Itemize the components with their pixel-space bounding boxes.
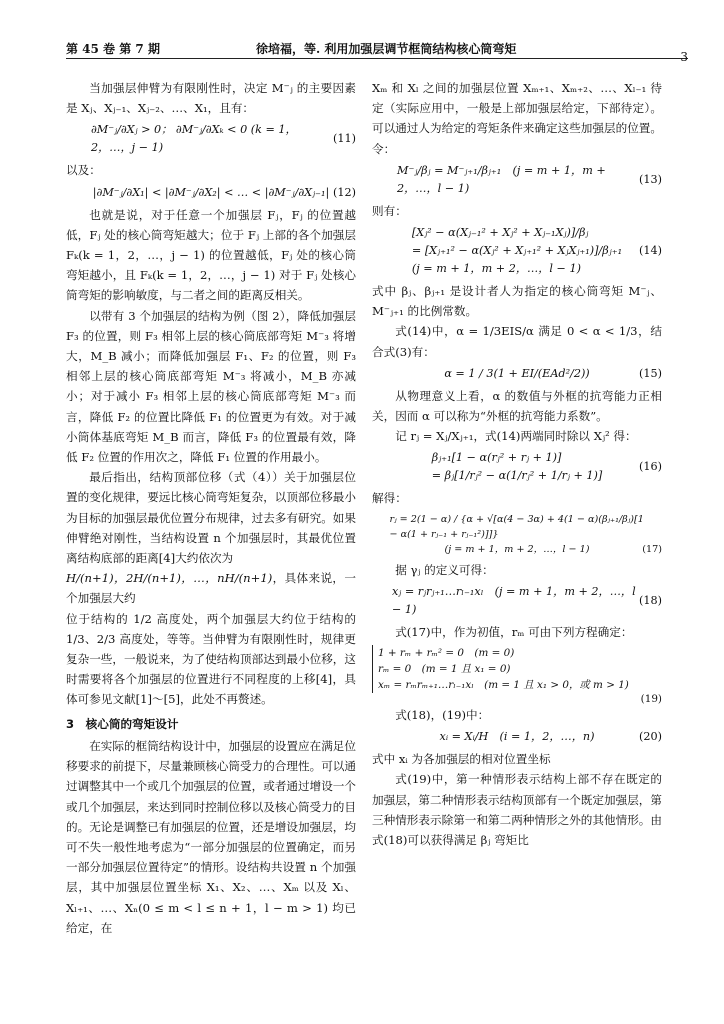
equation-body [412,224,622,278]
equation-body [390,512,645,557]
equation-16 [372,449,662,485]
equation-20 [372,728,662,746]
paragraph: 位于结构的 1/2 高度处，两个加强层大约位于结构的 1/3、2/3 高度处，等等。当伸臂为有限刚性时，规律更复杂一些，一般说来，为了使结构顶部达到最小位移，这时需要将各个加强层的位置进行不同程度的上移[4]，具体可参见文献[1]～[5]，此处不再赘述。 [66,611,356,707]
paragraph: 记 rⱼ = Xⱼ/Xⱼ₊₁，式(14)两端同时除以 Xⱼ² 得： [395,429,637,444]
left-column [66,78,356,1004]
equation-line: 1 + rₘ + rₘ² = 0 (m = 0) [378,647,515,660]
paragraph: 以及： [66,163,101,178]
equation-13 [372,162,662,198]
equation-line: = βⱼ[1/rⱼ² − α(1/rⱼ² + 1/rⱼ + 1)] [431,469,603,483]
equation-line: (j = m + 1，m + 2，…，l − 1) [444,543,590,555]
paragraph: 从物理意义上看，α 的数值与外框的抗弯能力正相关，因而 α 可以称为“外框的抗弯能力系数”。 [372,388,662,424]
paragraph: Xₘ 和 Xₗ 之间的加强层位置 Xₘ₊₁、Xₘ₊₂、…、Xₗ₋₁ 待定（实际应用中，一般是上部加强层给定，下部待定）。可以通过人为给定的弯矩条件来确定这些加强层的位置。令： [372,81,662,156]
equation-body: ∂M⁻ⱼ/∂Xⱼ > 0； ∂M⁻ⱼ/∂Xₖ < 0 (k = 1，2，…，j − 1) [91,123,297,155]
equation-number: (14) [639,244,662,258]
equation-line: rⱼ = 2(1 − α) / {α + √[α(4 − 3α) + 4(1 − α)(βⱼ₊₁/βⱼ)[1 − α(1 + rⱼ₋₁ + rⱼ₋₁²)]]} [389,513,644,540]
equation-body [372,645,629,693]
equation-number: (12) [333,185,356,199]
equation-body: xᵢ = Xᵢ/H (i = 1，2，…，n) [439,730,595,744]
equation-number: (18) [639,593,662,607]
equation-number: (17) [642,543,662,555]
equation-number: (13) [639,172,662,186]
paragraph: 据 γⱼ 的定义可得： [395,562,494,577]
paragraph: 当加强层伸臂为有限刚性时，决定 M⁻ⱼ 的主要因素是 Xⱼ、Xⱼ₋₁、Xⱼ₋₂、…、X₁，且有： [66,81,356,116]
journal-issue: 第 45 卷 第 7 期 [66,42,160,56]
paragraph: 也就是说，对于任意一个加强层 Fⱼ，Fⱼ 的位置越低，Fⱼ 处的核心筒弯矩越大；位于 Fⱼ 上部的各个加强层 Fₖ(k = 1，2，…，j − 1) 的位置越低，Fⱼ 处的核心筒弯矩越小，且 Fₖ(k = 1，2，…，j − 1) 对于 Fⱼ 处核心筒弯矩的影响敏度，与二者之间的距离反相关。 [66,207,356,303]
paragraph: 式中 xᵢ 为各加强层的相对位置坐标 [372,752,551,767]
paragraph: 式(17)中，作为初值，rₘ 可由下列方程确定： [395,624,633,639]
equation-17 [372,512,662,557]
equation-body: |∂M⁻ⱼ/∂X₁| < |∂M⁻ⱼ/∂X₂| < … < |∂M⁻ⱼ/∂Xⱼ₋₁| [92,185,330,199]
equation-11 [66,121,356,157]
paragraph: 则有： [372,203,407,218]
equation-line: xₘ = rₘrₘ₊₁…rₗ₋₁xₗ (m = 1 且 x₁ > 0，或 m > 1) [378,679,629,692]
equation-18 [372,583,662,619]
equation-15 [372,365,662,383]
equation-line: βⱼ₊₁[1 − α(rⱼ² + rⱼ + 1)] [431,451,562,465]
equation-number: (16) [639,460,662,474]
equation-body: α = 1 / 3(1 + EI/(EAd²/2)) [444,366,590,380]
paragraph: 式(19)中，第一种情形表示结构上部不存在既定的加强层，第二种情形表示结构顶部有一个既定加强层，第三种情形表示除第一和第二两种情形之外的其他情形。由式(18)可以获得满足 βⱼ 弯矩比 [372,772,662,848]
paragraph [66,568,356,608]
equation-19 [372,645,662,706]
paragraph: 式中 βⱼ、βⱼ₊₁ 是设计者人为指定的核心筒弯矩 M⁻ⱼ、M⁻ⱼ₊₁ 的比例常数。 [372,284,662,319]
position-formula: H/(n+1)，2H/(n+1)，…，nH/(n+1) [66,571,273,586]
paragraph: 解得： [372,491,407,506]
equation-body: M⁻ⱼ/βⱼ = M⁻ⱼ₊₁/βⱼ₊₁ (j = m + 1，m + 2，…，l − 1) [397,163,606,195]
paragraph: 式(14)中，α = 1/3EIS/α 满足 0 < α < 1/3，结合式(3)有： [372,324,662,359]
equation-12 [66,184,356,202]
equation-number: (20) [639,730,662,744]
paragraph-tail: ，具体来说，一个加强层大约 [66,571,356,606]
section-heading: 3 核心筒的弯矩设计 [66,716,179,731]
equation-body: xⱼ = rⱼrⱼ₊₁…rₗ₋₁xₗ (j = m + 1，m + 2，…，l − 1) [392,584,636,616]
equation-14 [372,224,662,278]
equation-line: = [Xⱼ₊₁² − α(Xⱼ² + Xⱼ₊₁² + XⱼXⱼ₊₁)]/βⱼ₊₁ [411,244,623,258]
equation-number: (11) [333,132,356,146]
equation-number: (15) [639,366,662,380]
paragraph: 最后指出，结构顶部位移（式（4））关于加强层位置的变化规律，要远比核心筒弯矩复杂，以顶部位移最小为目标的加强层最优位置分布规律，过去多有研究。如果伸臂绝对刚性，当结构设置 n 个加强层时，其最优位置离结构底部的距离[4]大约依次为 [66,470,356,566]
equation-line: rₘ = 0 (m = 1 且 x₁ = 0) [378,663,511,676]
equation-body [432,449,602,485]
page-number: 3 [680,50,688,64]
paragraph: 在实际的框筒结构设计中，加强层的设置应在满足位移要求的前提下，尽量兼顾核心筒受力的合理性。可以通过调整其中一个或几个加强层的位置，或者通过增设一个或几个加强层，来达到同时控制位移以及核心筒受力的目的。无论是调整已有加强层的位置，还是增设加强层，均可不失一般性地考虑为“一部分加强层的位置确定，而另一部分加强层位置待定”的情形。设结构共设置 n 个加强层，其中加强层位置坐标 X₁、X₂、…、Xₘ 以及 Xₗ、Xₗ₊₁、…、Xₙ(0 ≤ m < l ≤ n + 1，l − m > 1) 均已给定，在 [66,738,356,935]
equation-line: [Xⱼ² − α(Xⱼ₋₁² + Xⱼ² + Xⱼ₋₁Xⱼ)]/βⱼ [411,226,589,240]
paragraph: 以带有 3 个加强层的结构为例（图 2），降低加强层 F₃ 的位置，则 F₃ 相邻上层的核心筒底部弯矩 M⁻₃ 将增大，M_B 减小；而降低加强层 F₁、F₂ 的位置，则 F₃ 相邻上层的核心筒底部弯矩 M⁻₃ 将减小，M_B 亦减小；对于减小 F₃ 相邻上层的核心筒底部弯矩 M⁻₃ 而言，降低 F₂ 的位置比降低 F₁ 的位置更为有效。对于减小筒体基底弯矩 M_B 而言，降低 F₃ 的位置最有效，降低 F₂ 位置的作用次之，降低 F₁ 位置的作用最小。 [66,308,356,465]
right-column [372,78,662,1004]
page-header [66,36,688,64]
equation-number: (19) [640,693,662,706]
running-title: 徐培福，等. 利用加强层调节框筒结构核心筒弯矩 [256,42,517,56]
equation-line: (j = m + 1，m + 2，…，l − 1) [411,262,581,276]
paragraph: 式(18)，(19)中： [395,708,490,723]
